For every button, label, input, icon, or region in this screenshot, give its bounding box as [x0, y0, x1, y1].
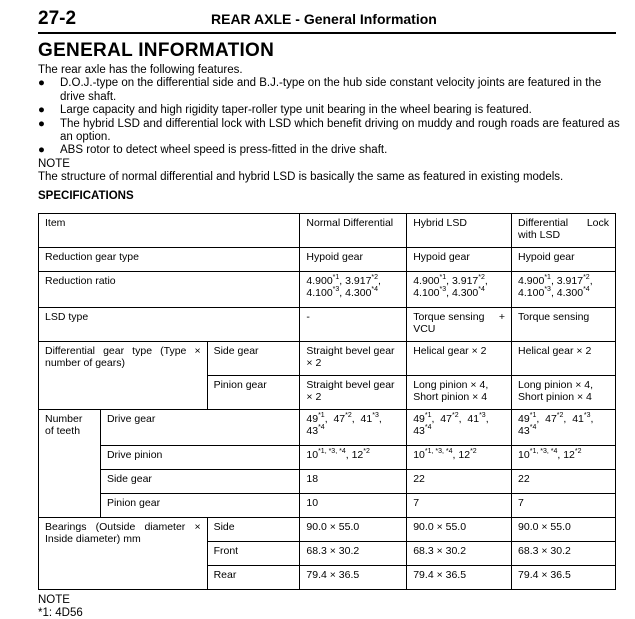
list-item	[38, 118, 620, 145]
sub-row-label: Side	[207, 518, 300, 542]
specifications-table	[38, 213, 616, 590]
table-cell: 22	[512, 470, 616, 494]
table-row	[39, 494, 616, 518]
list-item-text: ABS rotor to detect wheel speed is press-fitted in the drive shaft.	[60, 144, 388, 157]
header-hybrid-lsd: Hybrid LSD	[407, 214, 512, 248]
table-row	[39, 214, 616, 248]
list-item-text: D.O.J.-type on the differential side and B.J.-type on the hub side constant velocity joints are featured in the drive shaft.	[60, 77, 602, 103]
row-label: Reduction gear type	[39, 248, 300, 272]
table-cell: $10^{*1, *3, *4}$, 12$^{*2}$	[407, 446, 512, 470]
table-cell: Torque sensing + VCU	[407, 308, 512, 342]
row-label: Differential gear type (Type × number of gears)	[39, 342, 208, 410]
row-label: Reduction ratio	[39, 272, 300, 308]
table-cell: $10^{*1, *3, *4}$, 12$^{*2}$	[300, 446, 407, 470]
intro-text: The rear axle has the following features.	[38, 64, 243, 76]
table-row	[39, 308, 616, 342]
sub-row-label: Side gear	[207, 342, 300, 376]
table-row	[39, 248, 616, 272]
bullet-icon: ●	[38, 77, 45, 90]
bottom-note-text: *1: 4D56	[38, 607, 83, 619]
list-item	[38, 144, 620, 157]
sub-row-label: Pinion gear	[100, 494, 299, 518]
table-row	[39, 518, 616, 542]
table-cell: -	[300, 308, 407, 342]
document-body	[38, 64, 620, 203]
table-cell: 79.4 × 36.5	[407, 566, 512, 590]
section-title: REAR AXLE - General Information	[211, 11, 437, 27]
table-row	[39, 342, 616, 376]
table-cell: 90.0 × 55.0	[300, 518, 407, 542]
table-cell: Hypoid gear	[407, 248, 512, 272]
list-item	[38, 77, 620, 104]
table-cell: $10^{*1, *3, *4}$, 12$^{*2}$	[512, 446, 616, 470]
table-cell: 90.0 × 55.0	[512, 518, 616, 542]
header-item: Item	[39, 214, 300, 248]
table-row	[39, 446, 616, 470]
bottom-note-label: NOTE	[38, 594, 70, 606]
sub-row-label: Pinion gear	[207, 376, 300, 410]
table-cell: 49$^{*1}$, 47$^{*2}$, 41$^{*3}$, 43$^{*4}$	[300, 410, 407, 446]
table-row	[39, 410, 616, 446]
table-cell: 22	[407, 470, 512, 494]
note-label: NOTE	[38, 157, 70, 170]
page-title: GENERAL INFORMATION	[38, 40, 275, 61]
table-cell: 49$^{*1}$, 47$^{*2}$, 41$^{*3}$, 43$^{*4}$	[407, 410, 512, 446]
table-cell: 18	[300, 470, 407, 494]
sub-row-label: Rear	[207, 566, 300, 590]
table-cell: 4.900$^{*1}$, 3.917$^{*2}$, 4.100$^{*3}$, 4.300$^{*4}$	[407, 272, 512, 308]
table-cell: 10	[300, 494, 407, 518]
table-cell: Hypoid gear	[300, 248, 407, 272]
list-item	[38, 104, 620, 117]
sub-row-label: Side gear	[100, 470, 299, 494]
header-rule	[38, 32, 616, 34]
table-cell: 68.3 × 30.2	[512, 542, 616, 566]
table-cell: 7	[407, 494, 512, 518]
page-header	[38, 8, 616, 32]
sub-row-label: Front	[207, 542, 300, 566]
sub-row-label: Drive gear	[100, 410, 299, 446]
list-item-text: Large capacity and high rigidity taper-roller type unit bearing in the wheel bearing is featured.	[60, 104, 532, 117]
note-text: The structure of normal differential and hybrid LSD is basically the same as featured in existing models.	[38, 171, 564, 184]
row-label: LSD type	[39, 308, 300, 342]
page-number: 27-2	[38, 8, 77, 29]
table-cell: Torque sensing	[512, 308, 616, 342]
table-cell: 68.3 × 30.2	[300, 542, 407, 566]
table-cell: Straight bevel gear × 2	[300, 342, 407, 376]
table-cell: Hypoid gear	[512, 248, 616, 272]
table-cell: 90.0 × 55.0	[407, 518, 512, 542]
table-cell: Helical gear × 2	[407, 342, 512, 376]
table-cell: 7	[512, 494, 616, 518]
sub-row-label: Drive pinion	[100, 446, 299, 470]
table-cell: 79.4 × 36.5	[512, 566, 616, 590]
row-label: Number of teeth	[39, 410, 101, 518]
feature-list	[38, 77, 620, 157]
specifications-heading: SPECIFICATIONS	[38, 189, 134, 202]
table-cell: Helical gear × 2	[512, 342, 616, 376]
bullet-icon: ●	[38, 104, 45, 117]
table-cell: Straight bevel gear × 2	[300, 376, 407, 410]
table-row	[39, 470, 616, 494]
table-cell: 49$^{*1}$, 47$^{*2}$, 41$^{*3}$, 43$^{*4}$	[512, 410, 616, 446]
header-normal-differential: Normal Differential	[300, 214, 407, 248]
table-cell: 4.900$^{*1}$, 3.917$^{*2}$, 4.100$^{*3}$, 4.300$^{*4}$	[300, 272, 407, 308]
bullet-icon: ●	[38, 144, 45, 157]
table-row	[39, 272, 616, 308]
table-cell: Long pinion × 4, Short pinion × 4	[407, 376, 512, 410]
table-cell: 4.900$^{*1}$, 3.917$^{*2}$, 4.100$^{*3}$, 4.300$^{*4}$	[512, 272, 616, 308]
table-cell: Long pinion × 4, Short pinion × 4	[512, 376, 616, 410]
list-item-text: The hybrid LSD and differential lock with LSD which benefit driving on muddy and rough roads are featured as an option.	[60, 117, 620, 144]
row-label: Bearings (Outside diameter × Inside diameter) mm	[39, 518, 208, 590]
bullet-icon: ●	[38, 117, 45, 130]
table-cell: 68.3 × 30.2	[407, 542, 512, 566]
table-cell: 79.4 × 36.5	[300, 566, 407, 590]
header-differential-lock: Differential Lock with LSD	[512, 214, 616, 248]
